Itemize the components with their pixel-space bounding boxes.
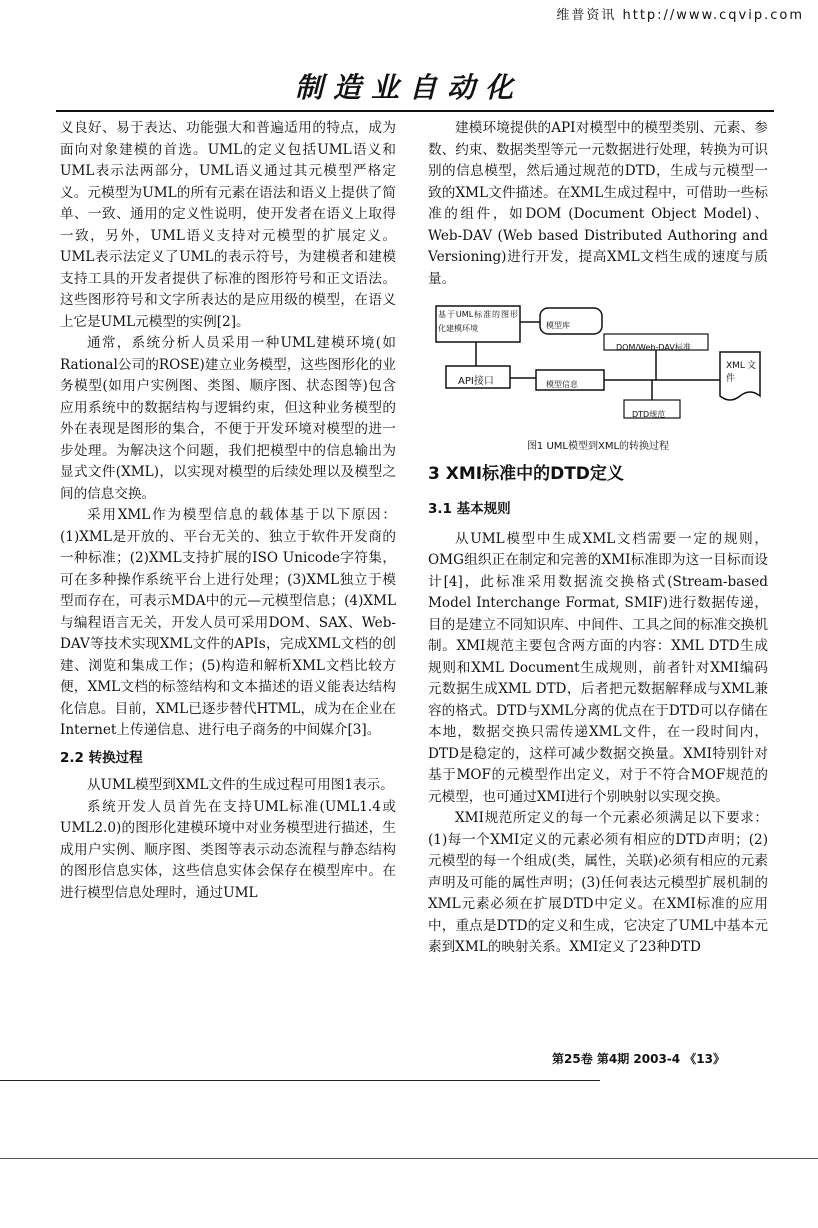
paragraph: XMI规范所定义的每一个元素必须满足以下要求：(1)每一个XMI定义的元素必须有相应的DTD声明；(2)元模型的每一个组成(类，属性，关联)必须有相应的元素声明及可能的属性声明；(3)任何表达元模型扩展机制的XML元素必须在扩展DTD中定义。在XMI标准的应用中，重点是DTD的定义和生成，它决定了UML中基本元素到XML的映射关系。XMI定义了23种DTD bbox=[428, 810, 768, 955]
paragraph: 采用XML作为模型信息的载体基于以下原因：(1)XML是开放的、平台无关的、独立于软件开发商的一种标准；(2)XML支持扩展的ISO Unicode字符集，可在多种操作系统平台上进行处理；(3)XML独立于模型而存在，可表示MDA中的元—元模型信息；(4)XML与编程语言无关，开发人员可采用DOM、SAX、Web-DAV等技术实现XML文件的APIs，完成XML文档的创建、浏览和集成工作；(5)构造和解析XML文档比较方便，XML文档的标签结构和文本描述的语义能表达结构化信息。目前，XML已逐步替代HTML，成为在企业在Internet上传递信息、进行电子商务的中间媒介[3]。 bbox=[60, 507, 396, 738]
paragraph: 通常，系统分析人员采用一种UML建模环境(如Rational公司的ROSE)建立业务模型，这些图形化的业务模型(如用户实例图、类图、顺序图、状态图等)包含应用系统中的数据结构与逻辑约束，但这种业务模型的外在表现是图形的集合，不便于开发环境对模型的进一步处理。为解决这个问题，我们把模型中的信息输出为显式文件(XML)，以实现对模型的后续处理以及模型之间的信息交换。 bbox=[60, 335, 396, 502]
paragraph: 从UML模型到XML文件的生成过程可用图1表示。 bbox=[87, 777, 394, 793]
paragraph: 从UML模型中生成XML文档需要一定的规则，OMG组织正在制定和完善的XMI标准即为这一目标而设计[4]，此标准采用数据流交换格式(Stream-based Model Interchange Format, SMIF)进行数据传递，目的是建立不同知识库、中间件、工具之间的标准交换机制。XMI规范主要包含两方面的内容：XML DTD生成规则和XML Document生成规则，前者针对XMI编码元数据生成XML DTD，后者把元数据解释成与XML兼容的格式。DTD与XML分离的优点在于DTD可以存储在本地，数据交换只需传递XML文件，在一段时间内，DTD是稳定的，这样可减少数据交换量。XMI特别针对基于MOF的元模型作出定义，对于不符合MOF规范的元模型，也可通过XMI进行个别映射以实现交换。 bbox=[428, 530, 768, 805]
right-column bbox=[428, 118, 768, 959]
box-label: 模型信息 bbox=[546, 380, 578, 389]
journal-masthead: 制造业自动化 bbox=[294, 71, 523, 104]
paragraph: 系统开发人员首先在支持UML标准(UML1.4或UML2.0)的图形化建模环境中对业务模型进行描述，生成用户实例、顺序图、类图等表示动态流程与静态结构的图形信息实体，这些信息实体会保存在模型库中。在进行模型信息处理时，通过UML bbox=[60, 798, 396, 901]
bottom-rule bbox=[0, 1158, 818, 1159]
section-heading: 3 XMI标准中的DTD定义 bbox=[428, 463, 624, 484]
box-label: DTD规范 bbox=[632, 410, 666, 419]
box-label: DOM/Web-DAV标准 bbox=[616, 343, 691, 352]
paragraph: 建模环境提供的API对模型中的模型类别、元素、参数、约束、数据类型等元一元数据进行处理，转换为可识别的信息模型，然后通过规范的DTD，生成与元模型一致的XML文件描述。在XML生成过程中，可借助一些标准的组件，如DOM (Document Object Model)、Web-DAV (Web based Distributed Authoring and Versioning)进行开发，提高XML文档生成的速度与质量。 bbox=[428, 120, 768, 287]
footer-rule bbox=[0, 1080, 600, 1081]
box-label: 基于UML标准的图形化建模环境 bbox=[438, 310, 518, 333]
figure-1 bbox=[428, 300, 768, 432]
section-heading: 2.2 转换过程 bbox=[60, 749, 143, 766]
subsection-heading: 3.1 基本规则 bbox=[428, 501, 511, 517]
box-label: XML文件 bbox=[726, 361, 756, 384]
header-rule bbox=[56, 110, 774, 112]
page-footer: 第25卷 第4期 2003-4 《13》 bbox=[552, 1052, 726, 1066]
box-label: 模型库 bbox=[546, 321, 570, 330]
left-column bbox=[60, 118, 396, 904]
figure-caption: 图1 UML模型到XML的转换过程 bbox=[526, 441, 670, 452]
box-label: API接口 bbox=[458, 376, 494, 387]
paragraph: 义良好、易于表达、功能强大和普遍适用的特点，成为面向对象建模的首选。UML的定义包括UML语义和UML表示法两部分，UML语义通过其元模型严格定义。元模型为UML的所有元素在语法和语义上提供了简单、一致、通用的定义性说明，使开发者在语义上取得一致，另外，UML语义支持对元模型的扩展定义。UML表示法定义了UML的表示符号，为建模者和建模支持工具的开发者提供了标准的图形符号和正文语法。这些图形符号和文字所表达的是应用级的模型，在语义上它是UML元模型的实例[2]。 bbox=[60, 120, 396, 330]
site-url[interactable]: 维普资讯 http://www.cqvip.com bbox=[556, 8, 804, 23]
